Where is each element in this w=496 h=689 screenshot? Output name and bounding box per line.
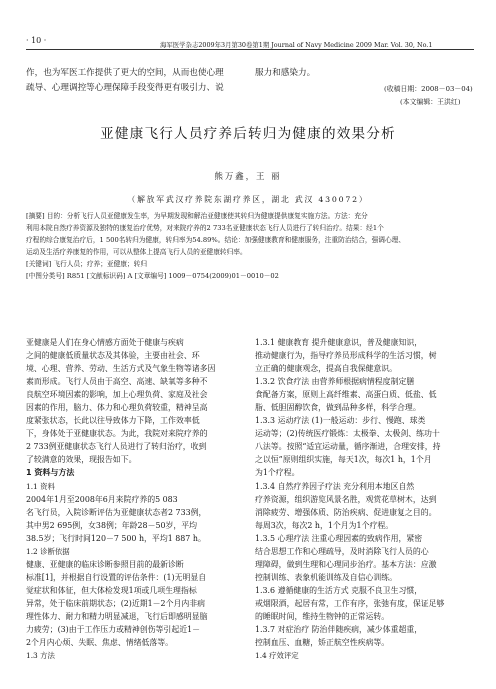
paragraph-line: 运动等；(2)传统医疗锻炼：太极拳、太极剑、练功十: [255, 429, 440, 439]
paragraph-line: 控制训练、表象机能训练及自信心训练。: [255, 572, 398, 582]
abstract: [26, 211, 474, 282]
paragraph-line: 戒烟限酒，起居有常，工作有序，张弛有度，保证足够: [255, 598, 445, 608]
prev-article-line: 服力和感染力。: [255, 68, 316, 78]
paragraph-line: 38.5岁；飞行时间120－7 500 h，平均1 887 h。: [26, 533, 206, 543]
paragraph-line: 因素的作用，脑力、体力和心理负荷较重，精神呈高: [26, 403, 208, 413]
paragraph-line: 之间的健康低质量状态及其体验，主要由社会、环: [26, 351, 200, 361]
paragraph-line: 脂、低胆固醇饮食，做到品种多样，科学合理。: [255, 403, 421, 413]
abstract-line: 运动及生活疗养康复的作用，可以从整体上提高飞行人员的亚健康转归率。: [26, 247, 247, 256]
journal-citation: 海军医学杂志2009年3月第30卷第1期 Journal of Navy Medicine 2009 Mar. Vol. 30, No.1: [160, 41, 433, 49]
paragraph-line: 的睡眠时间，维持生物钟的正常运转。: [255, 611, 390, 621]
paragraph-line: 境、心理、营养、劳动、生活方式及气象生物等诸多因: [26, 364, 216, 374]
subsection-heading: 1.4 疗效评定: [255, 651, 299, 661]
paragraph-line: 异常，处于临床前期状态；(2)近期1－2个月内非病: [26, 598, 206, 608]
paragraph-line: 控制血压、血糖，矫正航空性疾病等。: [255, 638, 390, 648]
paragraph-line: 1.3.2 饮食疗法 由营养师根据病情程度制定膳: [255, 377, 415, 387]
paragraph-line: 1.3.1 健康教育 提升健康意识，普及健康知识，: [255, 338, 423, 347]
paragraph-line: 疗养资源，组织游览风景名胜，观赏花草树木，达到: [255, 494, 437, 504]
paragraph-line: 了较满意的效果，现报告如下。: [26, 455, 137, 465]
paragraph-line: 1.3.4 自然疗养因子疗法 充分利用本地区自然: [255, 481, 415, 491]
editor-note: (本文编辑：王洪红): [400, 98, 461, 106]
paragraph-line: 良航空环境因素的影响，加上心理负荷、家庭及社会: [26, 390, 208, 400]
body-right-column: [255, 336, 475, 662]
classification: [中图分类号] R851 [文献标识码] A [文章编号] 1009－0754(2009)01－0010－02: [26, 271, 279, 280]
paragraph-line: 觉症状和体征，但大体检发现1项或几项生理指标: [26, 585, 197, 595]
paragraph-line: 1.3.5 心理疗法 注重心理因素的致病作用，紧密: [255, 533, 423, 543]
paragraph-line: 下，身体处于亚健康状态。为此，我院对来院疗养的: [26, 429, 208, 439]
paragraph-line: 之以恒”原则组织实施，每天1次，每次1 h，1个月: [255, 455, 432, 465]
paragraph-line: 消除疲劳、增强体质、防治疾病、促进康复之目的。: [255, 507, 437, 517]
paragraph-line: 亚健康是人们在身心情感方面处于健康与疾病: [26, 338, 184, 347]
paragraph-line: 1.3.7 对症治疗 防治伴随疾病，减少体重超重，: [255, 625, 423, 635]
paragraph-line: 力疲劳；(3)由于工作压力或精神创伤等引起近1－: [26, 625, 201, 635]
paragraph-line: 名飞行员，入院诊断评估为亚健康状态者2 733例，: [26, 507, 207, 517]
abstract-line: 疗程的综合康复治疗后，1 500名转归为健康，转归率为54.89%。结论：加强健康教育和健康服务，注重防治结合，强调心理、: [26, 235, 406, 244]
abstract-line: [摘要] 目的：分析飞行人员亚健康发生率，为早期发现和解治亚健康使其转归为健康提供康复实施方法。方法：充分: [26, 212, 368, 220]
paragraph-line: 2004年1月至2008年6月来院疗养的5 083: [26, 494, 178, 504]
paragraph-line: 度紧张状态，长此以往导致体力下降，工作效率低: [26, 416, 200, 426]
paragraph-line: 理性体力、耐力和精力明显减退，飞行后即感明显脑: [26, 611, 208, 621]
subsection-heading: 1.3 方法: [26, 651, 55, 661]
body-left-column: [26, 336, 240, 662]
paragraph-line: 为1个疗程。: [255, 468, 300, 478]
paragraph-line: 2个月内心烦、失眠、焦虑、情绪低落等。: [26, 638, 174, 648]
paragraph-line: 理障碍，做到生理和心理同步治疗。基本方法：应激: [255, 559, 437, 569]
authors: 熊万鑫，王 丽: [214, 171, 282, 181]
paragraph-line: 2 733例亚健康状态飞行人员进行了转归治疗，收到: [26, 442, 207, 452]
paragraph-line: 1.3.3 运动疗法 (1)一般运动：步行、慢跑、球类: [255, 416, 426, 426]
prev-article-line: 疏导、心理调控等心理保障手段变得更有吸引力、说: [26, 83, 224, 93]
paragraph-line: 每周3次，每次2 h，1个月为1个疗程。: [255, 520, 394, 530]
received-date: (收稿日期：2008－03－04): [384, 85, 473, 93]
paragraph-line: 素而形成。飞行人员由于高空、高速、缺氧等多种不: [26, 377, 208, 387]
paragraph-line: 1.3.6 遵循健康的生活方式 克服不良卫生习惯，: [255, 585, 423, 595]
article-title: 亚健康飞行人员疗养后转归为健康的效果分析: [100, 126, 396, 142]
section-heading: 1 资料与方法: [26, 468, 75, 478]
paragraph-line: 推动健康行为，指导疗养员形成科学的生活习惯，树: [255, 351, 437, 361]
paragraph-line: 食配备方案，原则上高纤维素、高蛋白质、低盐、低: [255, 390, 437, 400]
prev-article-line: 作，也为军医工作提供了更大的空间，从而也使心理: [26, 68, 224, 78]
affiliation: （解放军武汉疗养院东湖疗养区，湖北 武汉 430072）: [127, 195, 369, 204]
keywords: [关键词] 飞行人员；疗养；亚健康；转归: [26, 259, 148, 268]
abstract-line: 利用本院自然疗养资源及独特的康复治疗优势，对来院疗养的2 733名亚健康状态飞行人员进行了转归治疗。结果：经1个: [26, 223, 384, 232]
paragraph-line: 八法等。按照“适宜运动量，循序渐进，合理安排，持: [255, 442, 441, 452]
header-rule: [26, 49, 474, 50]
paragraph-line: 标准[1]，并根据自行设置的评估条件：(1)无明显自: [26, 572, 207, 582]
subsection-heading: 1.2 诊断依据: [26, 546, 70, 556]
page-number: · 10 ·: [26, 36, 47, 45]
subsection-heading: 1.1 资料: [26, 481, 55, 491]
paragraph-line: 其中男2 695例，女38例；年龄28－50岁，平均: [26, 520, 198, 530]
paragraph-line: 健康、亚健康的临床诊断参照目前的最新诊断: [26, 559, 184, 569]
paragraph-line: 立正确的健康观念，提高自我保健意识。: [255, 364, 398, 374]
paragraph-line: 结合思想工作和心理疏导，及时消除飞行人员的心: [255, 546, 429, 556]
